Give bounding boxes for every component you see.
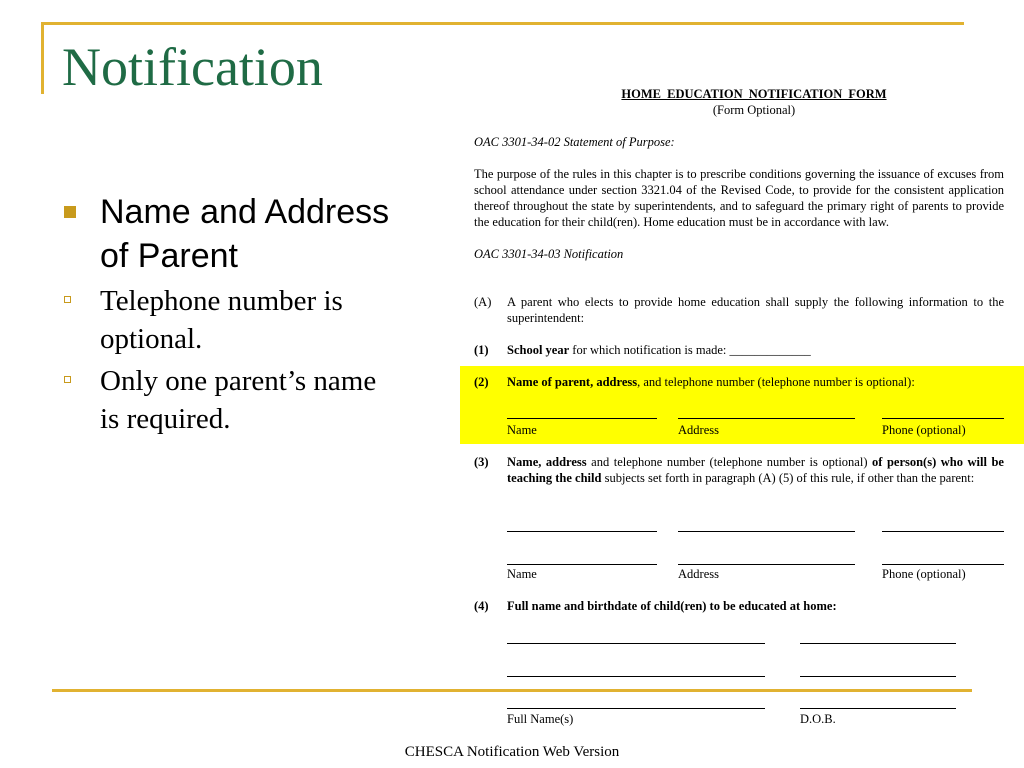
blank-line bbox=[678, 418, 855, 419]
item-a-number: (A) bbox=[474, 295, 492, 309]
label-name: Name bbox=[507, 567, 537, 581]
slide-title: Notification bbox=[62, 37, 323, 97]
blank-line bbox=[800, 676, 956, 677]
label-full-names: Full Name(s) bbox=[507, 712, 574, 726]
blank-line bbox=[507, 564, 657, 565]
hollow-square-bullet-icon bbox=[64, 296, 71, 303]
item-a-text: A parent who elects to provide home education shall supply the following information to the superintendent: bbox=[507, 295, 1004, 325]
sub-bullet-one-parent-text: Only one parent’s name is required. bbox=[100, 365, 377, 435]
blank-line bbox=[882, 564, 1004, 565]
blank-line bbox=[678, 531, 855, 532]
label-dob: D.O.B. bbox=[800, 712, 836, 726]
item-2-bold: Name of parent, address bbox=[507, 375, 638, 389]
item-3 bbox=[474, 454, 1004, 486]
sub-bullet-phone-text: Telephone number is optional. bbox=[100, 285, 343, 355]
blank-line bbox=[507, 418, 657, 419]
notification-heading: OAC 3301-34-03 Notification bbox=[474, 247, 624, 261]
bullet-list bbox=[62, 190, 392, 438]
blank-line bbox=[800, 708, 956, 709]
item-3-bold-1: Name, address bbox=[507, 455, 587, 469]
blank-line bbox=[507, 643, 765, 644]
form-subtitle: (Form Optional) bbox=[712, 103, 796, 117]
item-2-text: , and telephone number (telephone number is optional): bbox=[637, 375, 915, 389]
purpose-text: The purpose of the rules in this chapter is to prescribe conditions governing the issuance of excuses from school attendance under section 3321.04 of the Revised Code, to provide for the consistent application thereof throughout the state by superintendents, and to safeguard the primary right of parents to provide the education for their child(ren). Home education must be in accordance with law. bbox=[474, 167, 1004, 229]
label-phone: Phone (optional) bbox=[882, 423, 966, 437]
item-1 bbox=[474, 342, 1004, 358]
blank-line bbox=[507, 708, 765, 709]
form-document bbox=[474, 86, 1004, 262]
left-rule bbox=[41, 22, 44, 94]
blank-line bbox=[882, 418, 1004, 419]
slide-footer: CHESCA Notification Web Version bbox=[404, 744, 620, 760]
item-2 bbox=[474, 374, 1004, 390]
item-4-number: (4) bbox=[474, 599, 489, 613]
blank-line bbox=[507, 676, 765, 677]
item-1-bold: School year bbox=[507, 343, 570, 357]
blank-line bbox=[678, 564, 855, 565]
blank-line bbox=[882, 531, 1004, 532]
item-a bbox=[474, 294, 1004, 326]
item-3-text-2: subjects set forth in paragraph (A) (5) of this rule, if other than the parent: bbox=[601, 471, 975, 485]
item-4-bold: Full name and birthdate of child(ren) to be educated at home: bbox=[507, 599, 837, 613]
bullet-main bbox=[62, 190, 392, 278]
form-title: HOME EDUCATION NOTIFICATION FORM bbox=[621, 87, 887, 101]
item-4 bbox=[474, 598, 1004, 614]
label-address: Address bbox=[678, 567, 719, 581]
bottom-rule bbox=[52, 689, 972, 692]
top-rule bbox=[42, 22, 964, 25]
item-3-bold-2: of person(s) who will be teaching the child bbox=[507, 455, 1004, 485]
square-bullet-icon bbox=[64, 206, 76, 218]
sub-bullet-one-parent bbox=[62, 362, 392, 438]
blank-line bbox=[507, 531, 657, 532]
item-1-number: (1) bbox=[474, 343, 489, 357]
blank-line bbox=[800, 643, 956, 644]
purpose-heading: OAC 3301-34-02 Statement of Purpose: bbox=[474, 135, 675, 149]
sub-bullet-phone bbox=[62, 282, 392, 358]
bullet-main-text: Name and Address of Parent bbox=[100, 193, 390, 275]
label-name: Name bbox=[507, 423, 537, 437]
item-3-text-1: and telephone number (telephone number is optional) bbox=[586, 455, 873, 469]
label-address: Address bbox=[678, 423, 719, 437]
hollow-square-bullet-icon bbox=[64, 376, 71, 383]
item-1-text: for which notification is made: _____________ bbox=[569, 343, 811, 357]
label-phone: Phone (optional) bbox=[882, 567, 966, 581]
item-2-number: (2) bbox=[474, 375, 489, 389]
item-3-number: (3) bbox=[474, 455, 489, 469]
